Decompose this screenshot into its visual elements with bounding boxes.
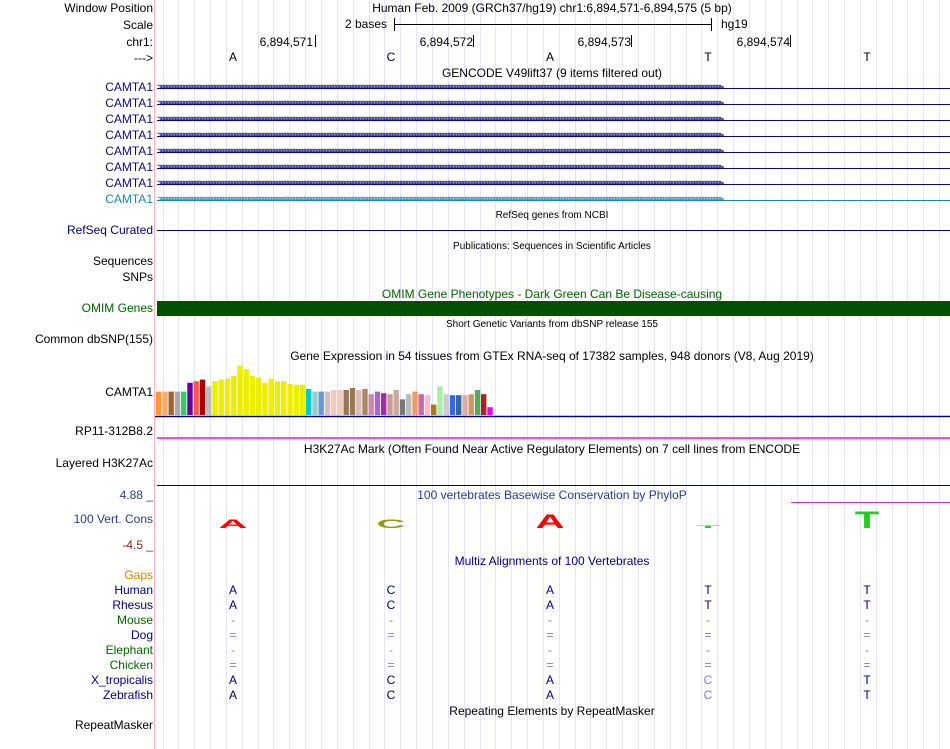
publications-track-title[interactable]: Publications: Sequences in Scientific Articles — [453, 241, 651, 252]
multiz-alignment-cell: C — [386, 598, 396, 612]
multiz-species-label[interactable]: Chicken — [109, 658, 153, 672]
phylop-ymin: -4.5 _ — [122, 538, 153, 552]
h3k27ac-track-title[interactable]: H3K27Ac Mark (Often Found Near Active Regulatory Elements) on 7 cell lines from ENCODE — [303, 442, 801, 456]
multiz-alignment-cell: T — [704, 598, 712, 612]
gaps-label[interactable]: Gaps — [124, 568, 153, 582]
chrom-label[interactable]: chr1: — [126, 35, 153, 49]
multiz-alignment-cell: C — [386, 673, 396, 687]
multiz-alignment-cell: - — [389, 643, 393, 657]
multiz-alignment-cell: T — [863, 583, 871, 597]
multiz-alignment-cell: A — [228, 688, 238, 702]
refseq-track-label[interactable]: RefSeq Curated — [66, 223, 153, 237]
window-position-label[interactable]: Window Position — [64, 1, 153, 15]
multiz-alignment-cell: C — [703, 673, 713, 687]
multiz-track-title[interactable]: Multiz Alignments of 100 Vertebrates — [454, 554, 650, 568]
multiz-alignment-cell: - — [231, 643, 235, 657]
multiz-alignment-cell: = — [387, 658, 395, 672]
multiz-alignment-cell: = — [546, 628, 554, 642]
multiz-species-label[interactable]: Elephant — [105, 643, 153, 657]
multiz-alignment-cell: = — [704, 628, 712, 642]
chrom-tick-2: 6,894,572 — [419, 35, 473, 49]
gencode-transcript-label[interactable]: CAMTA1 — [105, 144, 153, 158]
multiz-alignment-cell: T — [863, 598, 871, 612]
multiz-alignment-cell: A — [545, 598, 555, 612]
multiz-alignment-cell: = — [704, 658, 712, 672]
base-5: T — [863, 50, 871, 64]
chrom-tick-1: 6,894,571 — [259, 35, 313, 49]
multiz-species-label[interactable]: Human — [114, 583, 153, 597]
multiz-alignment-cell: C — [386, 688, 396, 702]
h3k27ac-track-label[interactable]: Layered H3K27Ac — [55, 456, 153, 470]
multiz-alignment-cell: - — [865, 613, 869, 627]
omim-track-label[interactable]: OMIM Genes — [81, 301, 153, 315]
rp11-track-label[interactable]: RP11-312B8.2 — [75, 424, 153, 438]
multiz-alignment-cell: C — [386, 583, 396, 597]
base-4: T — [704, 50, 712, 64]
omim-track-title[interactable]: OMIM Gene Phenotypes - Dark Green Can Be Disease-causing — [381, 287, 723, 301]
repeatmasker-track-label[interactable]: RepeatMasker — [74, 718, 153, 732]
gencode-transcript-label[interactable]: CAMTA1 — [105, 192, 153, 206]
snps-label[interactable]: SNPs — [122, 270, 153, 284]
strand-label[interactable]: ---> — [134, 51, 153, 65]
dbsnp-track-title[interactable]: Short Genetic Variants from dbSNP release 155 — [446, 319, 658, 330]
multiz-alignment-cell: - — [706, 613, 710, 627]
multiz-alignment-cell: - — [706, 643, 710, 657]
gencode-transcript-label[interactable]: CAMTA1 — [105, 160, 153, 174]
phylop-base-letter[interactable]: T — [854, 506, 880, 534]
multiz-species-label[interactable]: Zebrafish — [102, 688, 153, 702]
gencode-track-title[interactable]: GENCODE V49lift37 (9 items filtered out) — [441, 66, 663, 80]
multiz-alignment-cell: A — [228, 598, 238, 612]
multiz-alignment-cell: A — [228, 583, 238, 597]
multiz-alignment-cell: = — [863, 628, 871, 642]
multiz-species-label[interactable]: Mouse — [116, 613, 153, 627]
multiz-alignment-cell: A — [545, 688, 555, 702]
multiz-alignment-cell: = — [387, 628, 395, 642]
scale-value: 2 bases — [345, 17, 388, 31]
multiz-alignment-cell: = — [863, 658, 871, 672]
gtex-track-title[interactable]: Gene Expression in 54 tissues from GTEx RNA-seq of 17382 samples, 948 donors (V8, Aug 2019) — [290, 349, 814, 363]
multiz-alignment-cell: - — [231, 613, 235, 627]
multiz-alignment-cell: A — [545, 673, 555, 687]
multiz-alignment-cell: - — [548, 613, 552, 627]
window-position-value: Human Feb. 2009 (GRCh37/hg19) chr1:6,894,571-6,894,575 (5 bp) — [372, 1, 732, 15]
gencode-transcript-label[interactable]: CAMTA1 — [105, 96, 153, 110]
sequences-label[interactable]: Sequences — [92, 254, 153, 268]
multiz-alignment-cell: T — [863, 688, 871, 702]
multiz-alignment-cell: T — [863, 673, 871, 687]
multiz-alignment-cell: C — [703, 688, 713, 702]
multiz-alignment-cell: A — [545, 583, 555, 597]
repeatmasker-track-title[interactable]: Repeating Elements by RepeatMasker — [449, 704, 655, 718]
scale-assembly: hg19 — [721, 17, 748, 31]
multiz-species-label[interactable]: Dog — [130, 628, 153, 642]
refseq-track-title[interactable]: RefSeq genes from NCBI — [495, 210, 609, 221]
gencode-transcript-label[interactable]: CAMTA1 — [105, 112, 153, 126]
chrom-tick-3: 6,894,573 — [577, 35, 631, 49]
phylop-base-letter[interactable]: A — [218, 517, 248, 531]
multiz-species-label[interactable]: X_tropicalis — [90, 673, 153, 687]
multiz-alignment-cell: - — [865, 643, 869, 657]
dbsnp-track-label[interactable]: Common dbSNP(155) — [34, 332, 153, 346]
base-2: C — [386, 50, 396, 64]
gencode-transcript-label[interactable]: CAMTA1 — [105, 176, 153, 190]
base-1: A — [228, 50, 238, 64]
phylop-track-title[interactable]: 100 vertebrates Basewise Conservation by PhyloP — [417, 488, 687, 502]
multiz-alignment-cell: = — [229, 628, 237, 642]
phylop-base-letter[interactable]: T — [695, 524, 721, 529]
phylop-track-label[interactable]: 100 Vert. Cons — [73, 512, 153, 526]
phylop-base-letter[interactable]: A — [535, 510, 565, 533]
gencode-transcript-label[interactable]: CAMTA1 — [105, 128, 153, 142]
multiz-alignment-cell: A — [228, 673, 238, 687]
base-3: A — [545, 50, 555, 64]
multiz-species-label[interactable]: Rhesus — [112, 598, 153, 612]
chrom-tick-4: 6,894,574 — [736, 35, 790, 49]
multiz-alignment-cell: = — [546, 658, 554, 672]
gtex-track-label[interactable]: CAMTA1 — [105, 385, 153, 399]
phylop-ymax: 4.88 _ — [119, 488, 153, 502]
phylop-base-letter[interactable]: C — [376, 517, 406, 531]
multiz-alignment-cell: = — [229, 658, 237, 672]
gencode-transcript-label[interactable]: CAMTA1 — [105, 80, 153, 94]
multiz-alignment-cell: T — [704, 583, 712, 597]
multiz-alignment-cell: - — [548, 643, 552, 657]
multiz-alignment-cell: - — [389, 613, 393, 627]
scale-label[interactable]: Scale — [122, 18, 153, 32]
